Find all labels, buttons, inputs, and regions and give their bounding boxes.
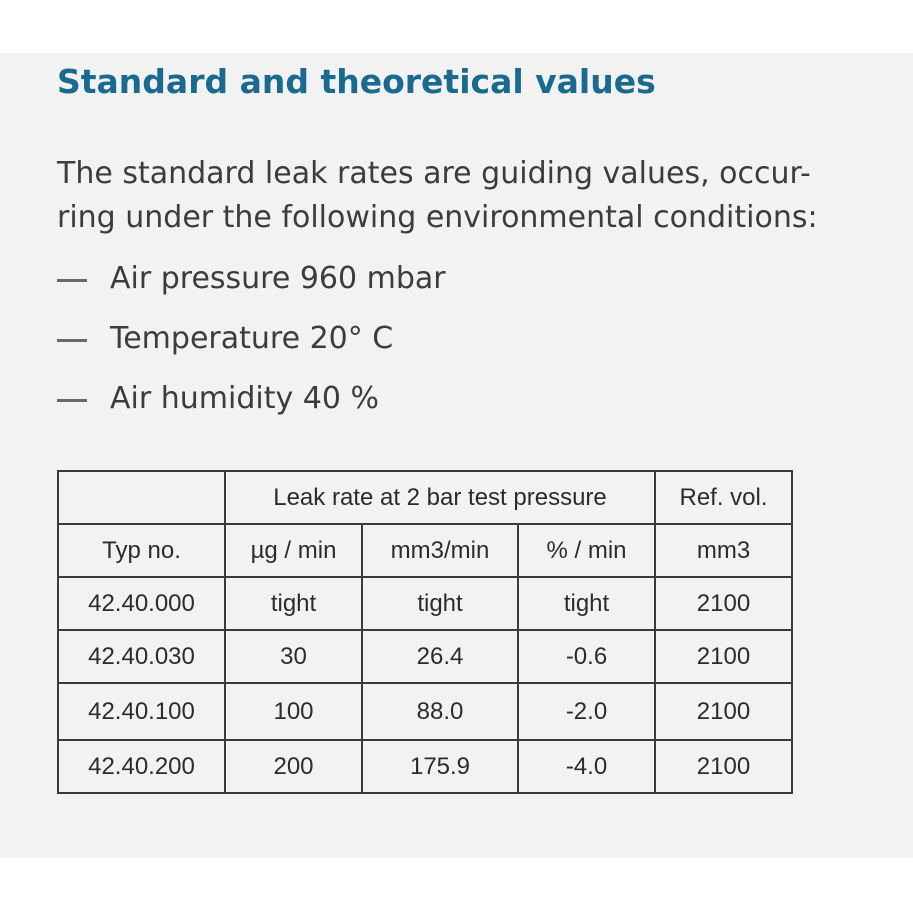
table-cell-percent-min: -4.0 <box>518 740 655 793</box>
intro-line: ring under the following environmental conditions: <box>57 200 818 235</box>
table-cell-percent-min: tight <box>518 577 655 630</box>
column-header-typ-no: Typ no. <box>58 524 225 577</box>
table-cell-ref-vol: 2100 <box>655 683 792 740</box>
table-cell-typ-no: 42.40.200 <box>58 740 225 793</box>
intro-paragraph <box>57 152 818 240</box>
table-cell-typ-no: 42.40.030 <box>58 630 225 683</box>
table-cell-mm3-min: 88.0 <box>362 683 518 740</box>
leak-rate-table <box>57 470 793 794</box>
column-header-ug-min: µg / min <box>225 524 362 577</box>
table-row <box>58 740 792 793</box>
table-cell-percent-min: -0.6 <box>518 630 655 683</box>
column-header-mm3-min: mm3/min <box>362 524 518 577</box>
table-cell-percent-min: -2.0 <box>518 683 655 740</box>
dash-bullet-icon <box>57 279 87 282</box>
ref-vol-header: Ref. vol. <box>655 471 792 524</box>
table-cell-ref-vol: 2100 <box>655 740 792 793</box>
intro-line: The standard leak rates are guiding values, occur- <box>57 156 811 191</box>
table-cell-mm3-min: 26.4 <box>362 630 518 683</box>
table-cell-typ-no: 42.40.100 <box>58 683 225 740</box>
condition-text: Air pressure 960 mbar <box>110 261 446 296</box>
column-header-mm3: mm3 <box>655 524 792 577</box>
table-cell-typ-no: 42.40.000 <box>58 577 225 630</box>
table-row <box>58 577 792 630</box>
table-cell-ug-min: 200 <box>225 740 362 793</box>
table-cell-mm3-min: 175.9 <box>362 740 518 793</box>
table-cell-ref-vol: 2100 <box>655 577 792 630</box>
leak-rate-group-header: Leak rate at 2 bar test pressure <box>225 471 655 524</box>
table-cell-ug-min: 30 <box>225 630 362 683</box>
table-cell-ug-min: 100 <box>225 683 362 740</box>
dash-bullet-icon <box>57 339 87 342</box>
table-header-row <box>58 471 792 524</box>
table-cell-mm3-min: tight <box>362 577 518 630</box>
table-row <box>58 630 792 683</box>
table-subheader-row <box>58 524 792 577</box>
empty-header-cell <box>58 471 225 524</box>
table-row <box>58 683 792 740</box>
table-cell-ref-vol: 2100 <box>655 630 792 683</box>
table-cell-ug-min: tight <box>225 577 362 630</box>
condition-text: Air humidity 40 % <box>110 381 379 416</box>
column-header-percent-min: % / min <box>518 524 655 577</box>
condition-text: Temperature 20° C <box>110 321 394 356</box>
page-title: Standard and theoretical values <box>57 62 656 101</box>
dash-bullet-icon <box>57 399 87 402</box>
